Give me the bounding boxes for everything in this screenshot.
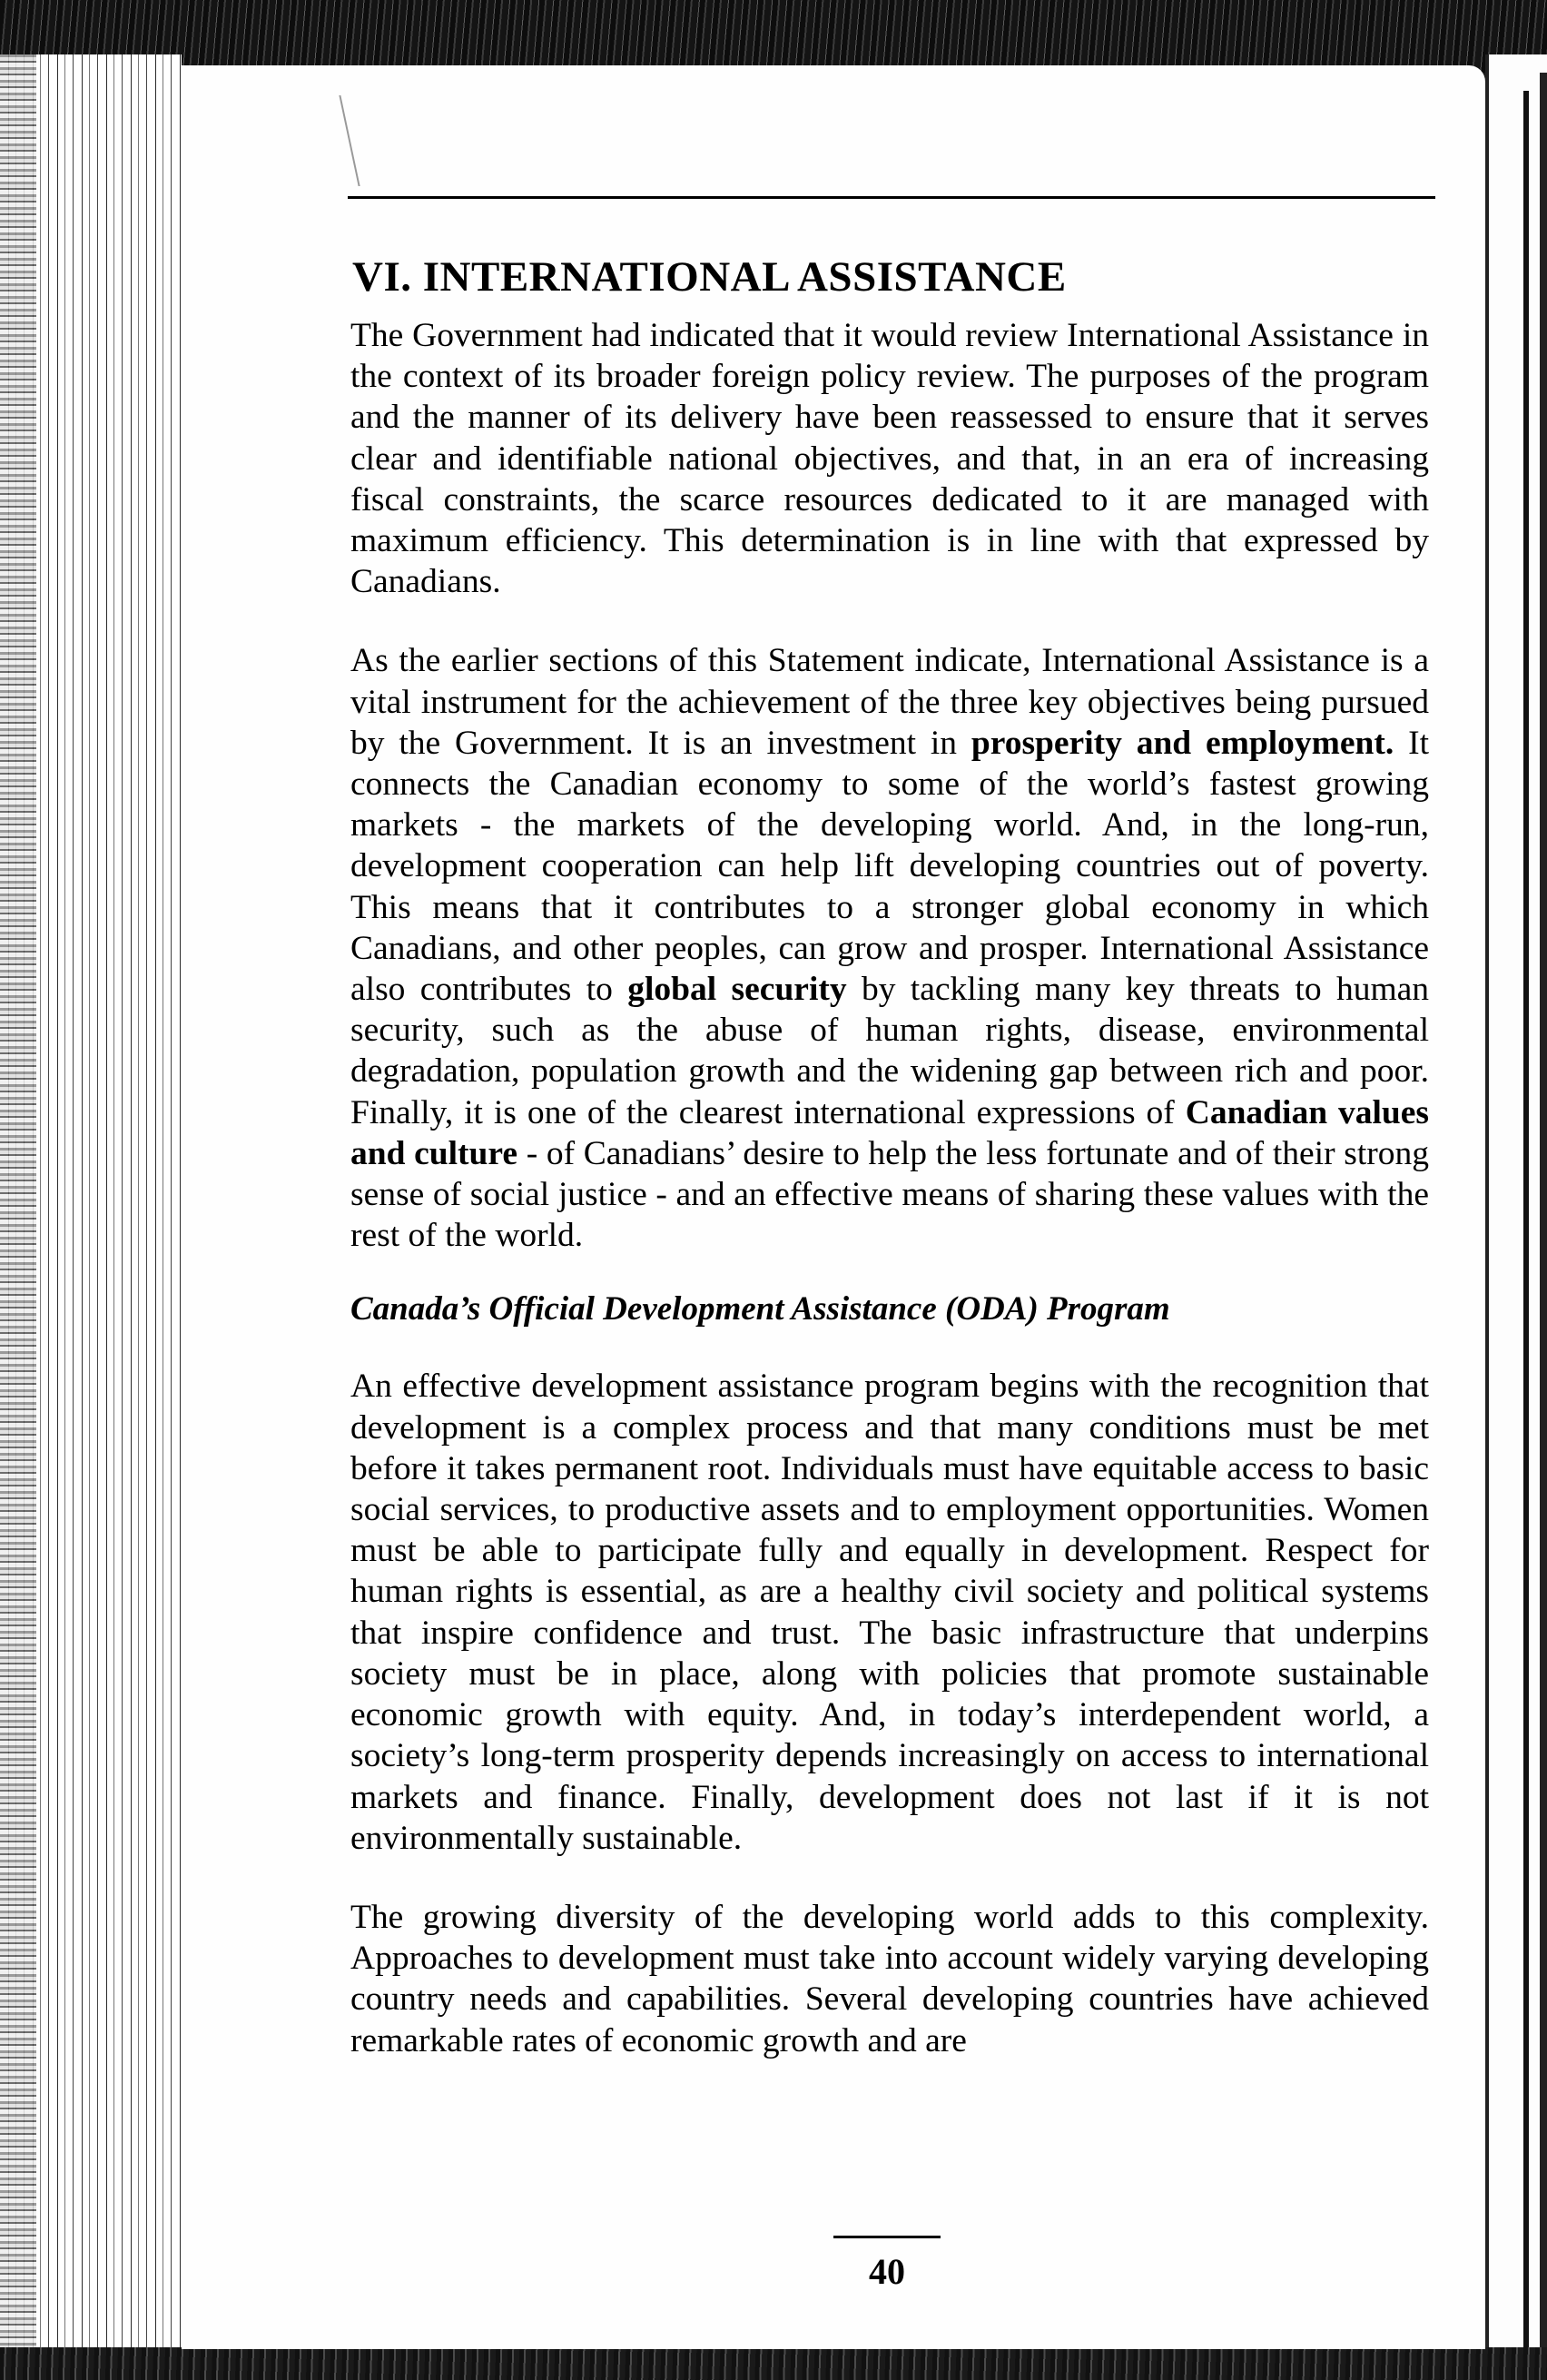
paragraph-text: As the earlier sections of this Statement indicate, International Assistance is a vital instrument for the achievement of the three key objectives being pursued by the Government. It is an investment in	[350, 642, 1429, 762]
book-page-stack-shade	[0, 54, 36, 2352]
subheading: Canada’s Official Development Assistance (ODA) Program	[350, 1290, 1170, 1328]
page-number: 40	[869, 2251, 905, 2292]
scan-right-edge	[1485, 54, 1547, 2380]
paragraph	[350, 640, 1429, 1256]
page-content	[350, 253, 1430, 2061]
section-heading: VI. INTERNATIONAL ASSISTANCE	[352, 253, 1067, 301]
paragraph: The growing diversity of the developing world adds to this complexity. Approaches to development must take into account widely varying developing country needs and capabilities. Several developing countries have achieved remarkable rates of economic growth and are	[350, 1898, 1429, 2059]
bold-phrase: global security	[627, 971, 847, 1009]
right-edge-line	[1523, 91, 1529, 2361]
bold-phrase: prosperity and employment.	[971, 724, 1394, 762]
scan-top-edge	[0, 0, 1547, 73]
paragraph-text: - of Canadians’ desire to help the less fortunate and of their strong sense of social justice - and an effective means of sharing these values with the rest of the world.	[350, 1134, 1429, 1255]
paragraph: An effective development assistance program begins with the recognition that development is a complex process and that many conditions must be met before it takes permanent root. Individuals must have equitable access to basic social services, to productive assets and to employment opportunities. Women must be able to participate fully and equally in development. Respect for human rights is essential, as are a healthy civil society and political systems that inspire confidence and trust. The basic infrastructure that underpins society must be in place, along with policies that promote sustainable economic growth with equity. And, in today’s interdependent world, a society’s long-term prosperity depends increasingly on access to international markets and finance. Finally, development does not last if it is not environmentally sustainable.	[350, 1368, 1429, 1857]
bold-phrase: Canadian values and culture	[350, 1093, 1429, 1172]
footer-rule	[833, 2236, 941, 2238]
paragraph-text: It connects the Canadian economy to some of the world’s fastest growing markets - the markets of the developing world. And, in the long-run, development cooperation can help lift developing countries out of poverty. This means that it contributes to a stronger global economy in which Canadians, and other peoples, can grow and prosper. International Assistance also contributes to	[350, 724, 1430, 1009]
right-edge-line	[1540, 73, 1547, 2379]
header-rule	[348, 196, 1435, 199]
paragraph-text: by tackling many key threats to human security, such as the abuse of human rights, disease, environmental degradation, population growth and the widening gap between rich and poor. Finally, it is one of the clearest international expressions of	[350, 971, 1430, 1131]
scan-bottom-edge	[0, 2347, 1547, 2380]
paragraph: The Government had indicated that it would review International Assistance in the context of its broader foreign policy review. The purposes of the program and the manner of its delivery have been reassessed to ensure that it serves clear and identifiable national objectives, and that, in an era of increasing fiscal constraints, the scarce resources dedicated to it are managed with maximum efficiency. This determination is in line with that expressed by Canadians.	[350, 317, 1429, 601]
